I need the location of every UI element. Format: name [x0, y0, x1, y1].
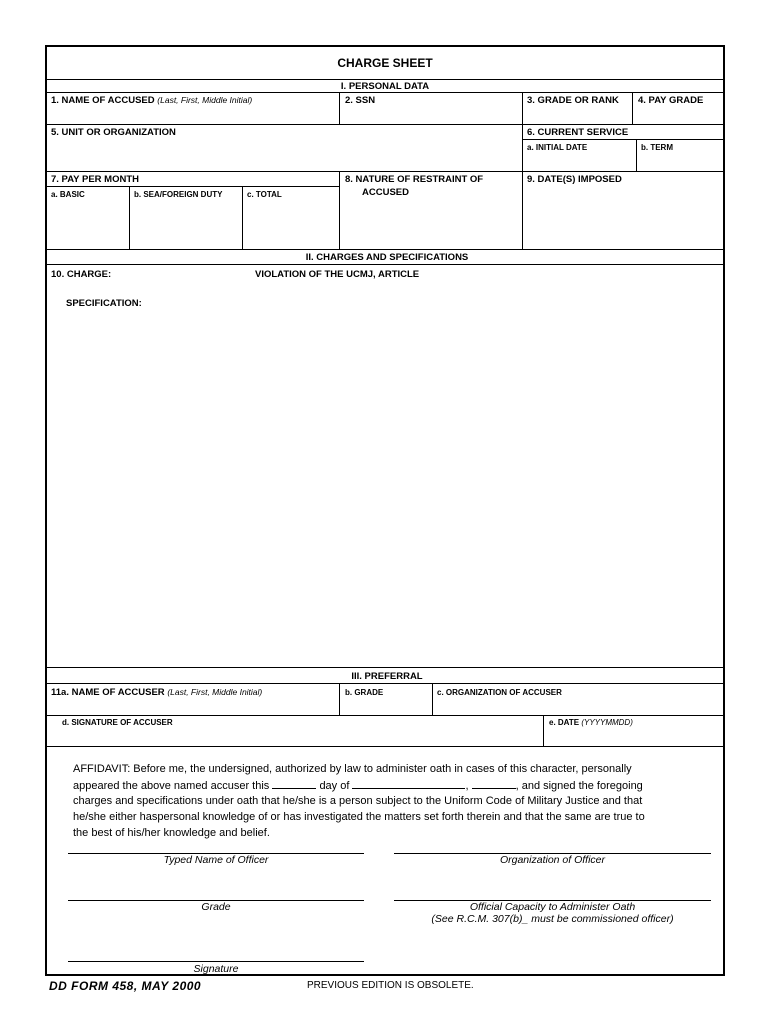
section-preferral: III. PREFERRAL [351, 671, 423, 682]
dates-imposed-field[interactable] [523, 187, 723, 248]
accuser-grade-field[interactable] [340, 699, 431, 714]
sea-foreign-duty-field[interactable] [130, 201, 242, 248]
charge-label: 10. CHARGE: [51, 269, 112, 280]
unit-field[interactable] [47, 139, 522, 170]
violation-label: VIOLATION OF THE UCMJ, ARTICLE [255, 269, 420, 280]
unit-label: 5. UNIT OR ORGANIZATION [51, 127, 176, 138]
charge-sheet-form [45, 45, 725, 976]
restraint-label-2: ACCUSED [362, 187, 409, 198]
restraint-field[interactable] [340, 201, 522, 248]
initial-date-field[interactable] [523, 153, 635, 170]
accuser-grade-label: b. GRADE [345, 688, 384, 697]
officer-grade-caption: Grade [201, 901, 231, 913]
officer-signature-caption: Signature [193, 963, 239, 975]
initial-date-label: a. INITIAL DATE [527, 143, 588, 152]
accuser-name-label: 11a. NAME OF ACCUSER (Last, First, Middle Initial) [51, 687, 263, 698]
total-pay-field[interactable] [243, 201, 339, 248]
dates-imposed-label: 9. DATE(S) IMPOSED [527, 174, 622, 185]
grade-or-rank-field[interactable] [523, 107, 631, 123]
ssn-field[interactable] [340, 107, 522, 123]
current-service-label: 6. CURRENT SERVICE [527, 127, 629, 138]
section-personal-data: I. PERSONAL DATA [340, 81, 430, 92]
specification-label: SPECIFICATION: [66, 298, 142, 309]
ssn-label: 2. SSN [345, 95, 376, 106]
name-of-accused-label: 1. NAME OF ACCUSED (Last, First, Middle Initial) [51, 95, 253, 106]
sea-foreign-duty-label: b. SEA/FOREIGN DUTY [134, 190, 223, 199]
obsolete-notice: PREVIOUS EDITION IS OBSOLETE. [307, 980, 474, 991]
pay-per-month-label: 7. PAY PER MONTH [51, 174, 139, 185]
form-title: CHARGE SHEET [337, 56, 433, 70]
grade-or-rank-label: 3. GRADE OR RANK [527, 95, 619, 106]
official-capacity-caption: Official Capacity to Administer Oath [469, 901, 636, 913]
affidavit-day-blank[interactable] [272, 777, 316, 789]
form-number: DD FORM 458, MAY 2000 [49, 979, 202, 993]
official-capacity-note: (See R.C.M. 307(b)_ must be commissioned officer) [431, 913, 674, 925]
basic-pay-field[interactable] [47, 201, 128, 248]
affidavit-month-blank[interactable] [352, 777, 465, 789]
affidavit-line-1: AFFIDAVIT: Before me, the undersigned, authorized by law to administer oath in cases of this character, personally [73, 763, 632, 775]
specification-field[interactable] [47, 311, 723, 665]
section-charges: II. CHARGES AND SPECIFICATIONS [305, 252, 469, 263]
affidavit-line-4: he/she either haspersonal knowledge of or has investigated the matters set forth therein and that the same are true to [73, 811, 645, 823]
officer-signature-line[interactable] [68, 961, 364, 962]
affidavit-line-3: charges and specifications under oath that he/she is a person subject to the Uniform Code of Military Justice and that [73, 795, 643, 807]
pay-grade-label: 4. PAY GRADE [638, 95, 704, 106]
accuser-org-label: c. ORGANIZATION OF ACCUSER [437, 688, 562, 697]
name-of-accused-field[interactable] [47, 107, 339, 123]
typed-name-caption: Typed Name of Officer [163, 854, 269, 866]
restraint-label-1: 8. NATURE OF RESTRAINT OF [345, 174, 484, 185]
accuser-name-field[interactable] [47, 699, 339, 714]
basic-pay-label: a. BASIC [51, 190, 85, 199]
term-label: b. TERM [641, 143, 673, 152]
officer-organization-caption: Organization of Officer [499, 854, 606, 866]
term-field[interactable] [637, 153, 723, 170]
affidavit-line-5: the best of his/her knowledge and belief. [73, 827, 270, 839]
accuser-date-label: e. DATE (YYYYMMDD) [549, 718, 633, 727]
accuser-org-field[interactable] [433, 699, 723, 714]
accuser-date-field[interactable] [544, 730, 723, 745]
affidavit-line-2: appeared the above named accuser this day of , , and signed the foregoing [73, 777, 643, 794]
accuser-signature-field[interactable] [47, 730, 543, 745]
pay-grade-field[interactable] [633, 107, 723, 123]
total-pay-label: c. TOTAL [247, 190, 282, 199]
accuser-signature-label: d. SIGNATURE OF ACCUSER [62, 718, 173, 727]
affidavit-year-blank[interactable] [472, 777, 516, 789]
